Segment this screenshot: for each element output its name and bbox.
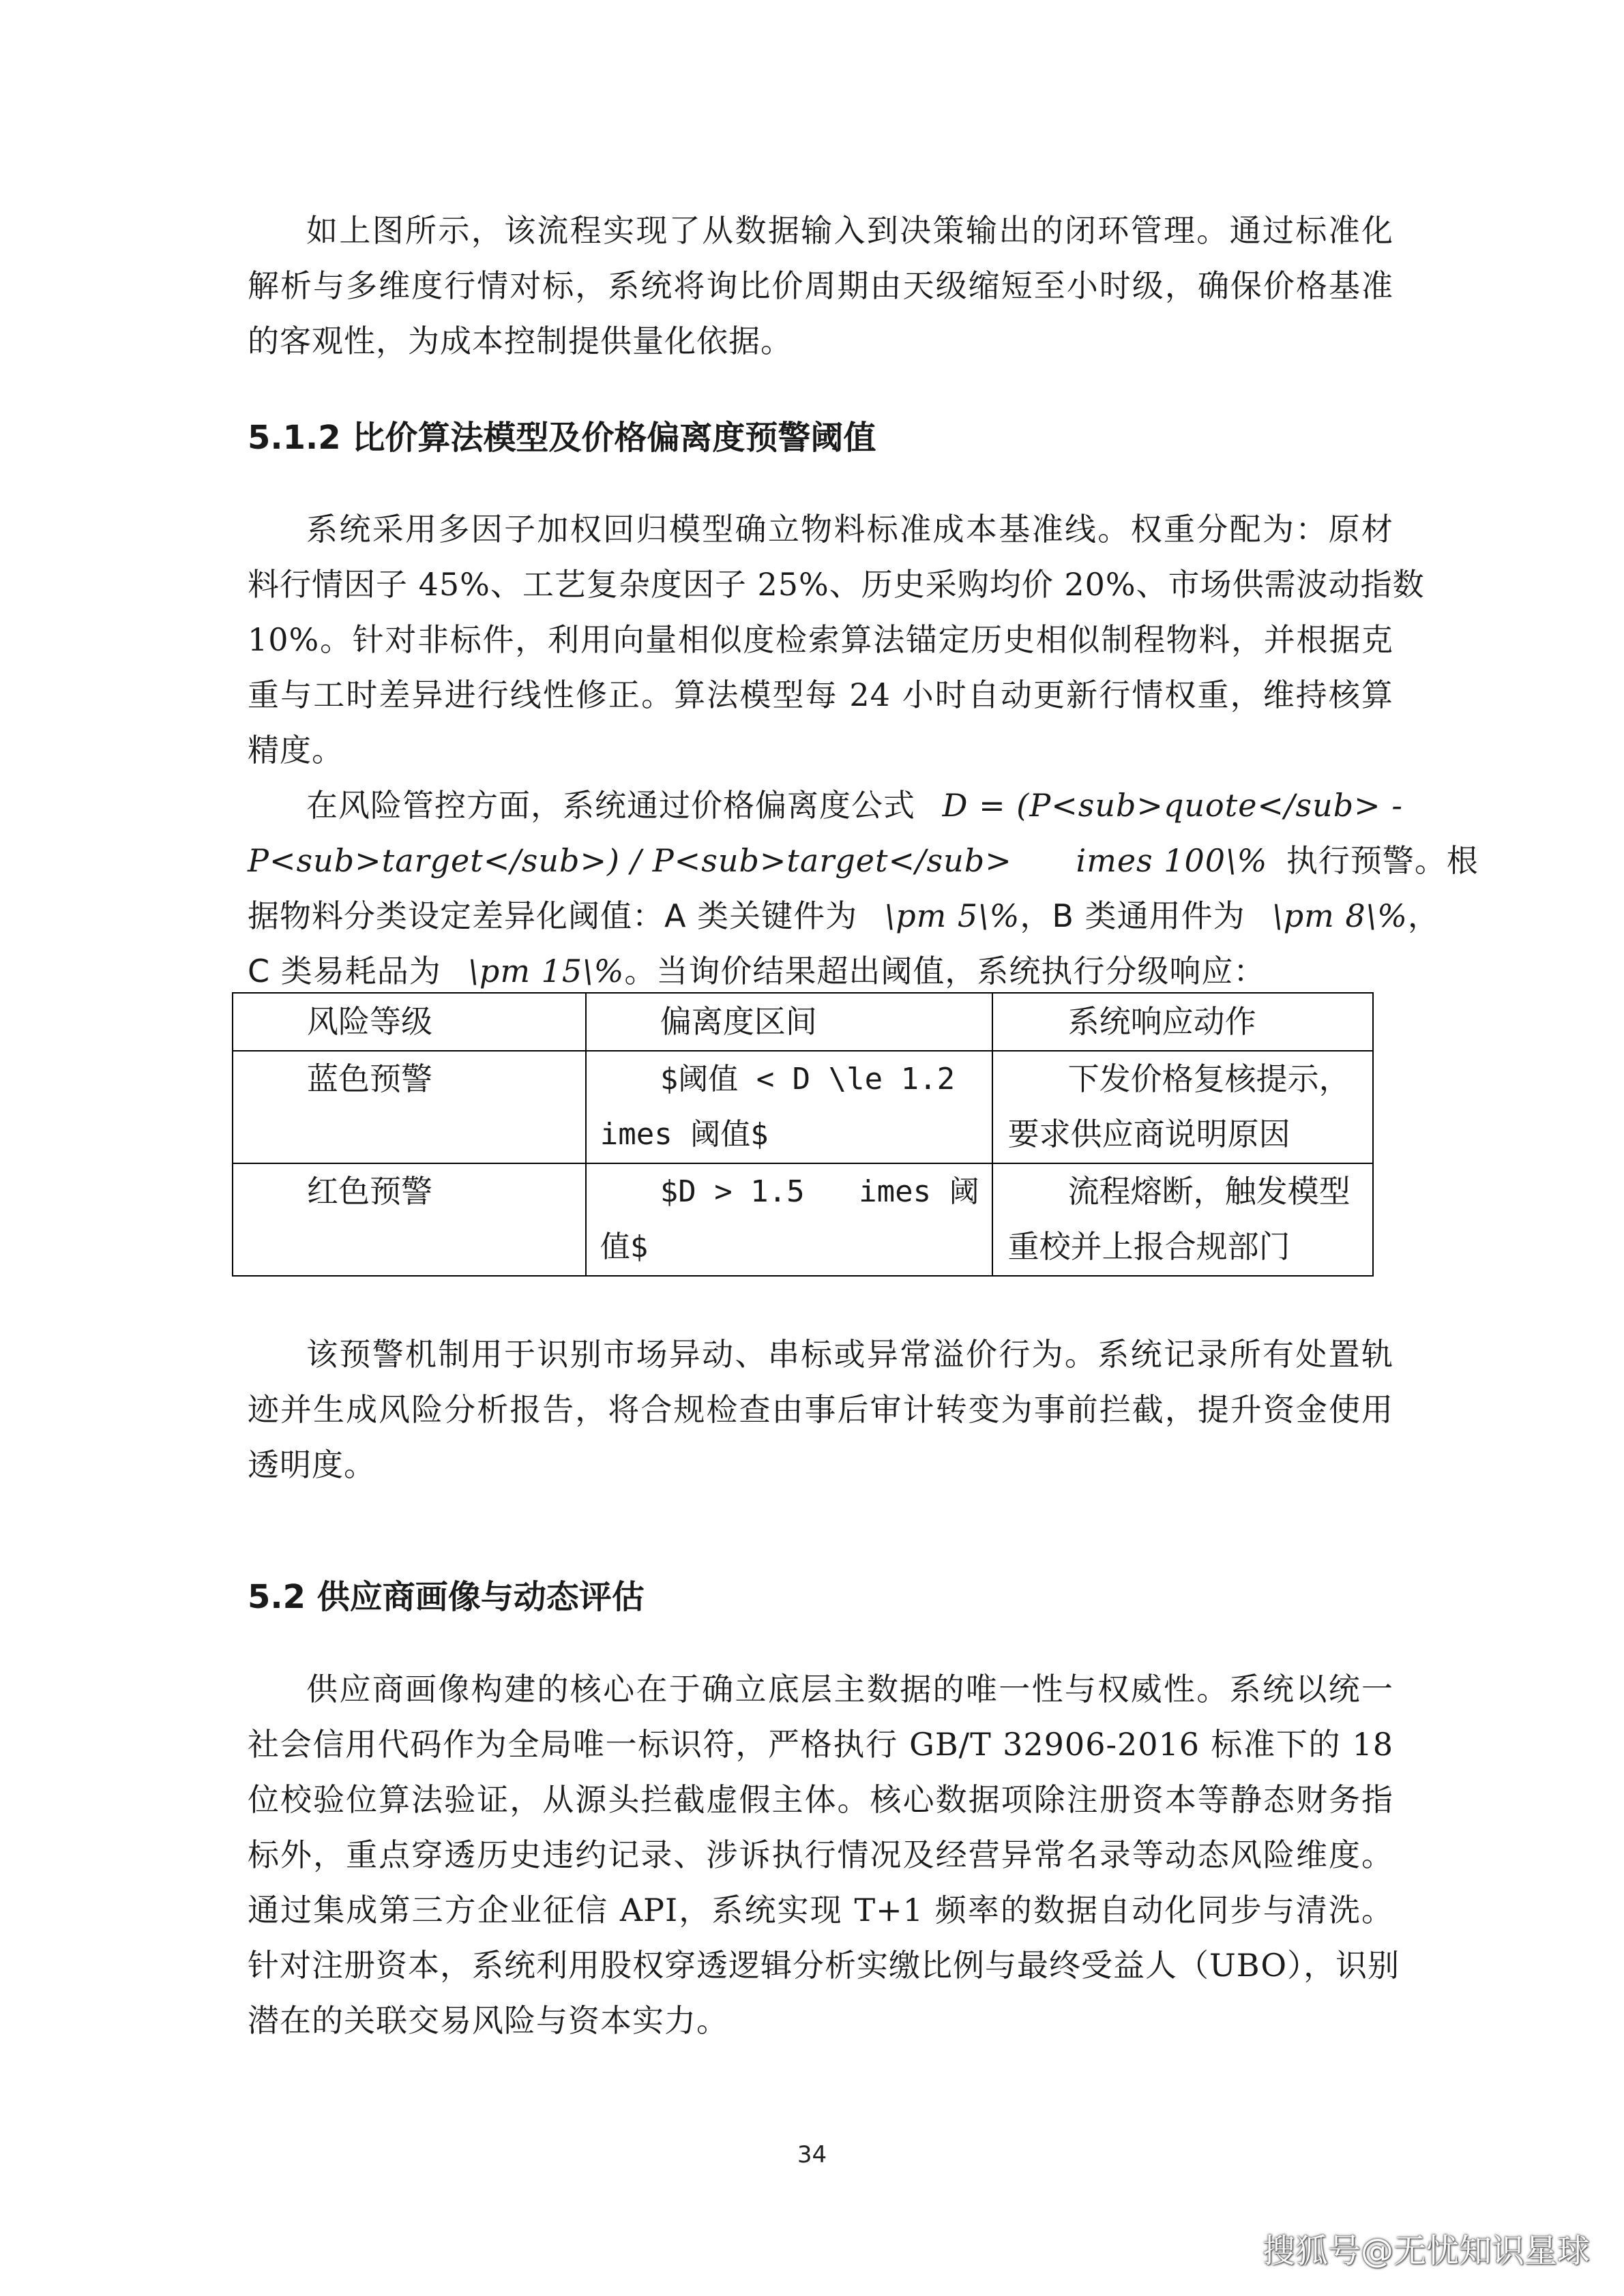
risk-control-paragraph <box>248 778 1479 999</box>
supplier-line-5: 通过集成第三方企业征信 API，系统实现 T+1 频率的数据自动化同步与清洗。 <box>248 1892 1393 1928</box>
supplier-line-4: 标外，重点穿透历史违约记录、涉诉执行情况及经营异常名录等动态风险维度。 <box>248 1836 1393 1873</box>
supplier-line-6: 针对注册资本，系统利用股权穿透逻辑分析实缴比例与最终受益人（UBO），识别 <box>248 1947 1400 1984</box>
header-deviation-range: 偏离度区间 <box>586 993 992 1051</box>
header-system-action: 系统响应动作 <box>992 993 1373 1051</box>
class-a-threshold: \pm 5\% <box>884 897 1020 934</box>
supplier-line-7: 潜在的关联交易风险与资本实力。 <box>248 2002 728 2039</box>
supplier-line-3: 位校验位算法验证，从源头拦截虚假主体。核心数据项除注册资本等静态财务指 <box>248 1781 1393 1818</box>
intro-paragraph <box>248 203 1393 369</box>
row-blue-level: 蓝色预警 <box>233 1051 586 1163</box>
risk-level-table <box>232 992 1374 1277</box>
section-heading-5-1-2: 5.1.2 比价算法模型及价格偏离度预警阈值 <box>248 419 876 457</box>
threshold-intro: 据物料分类设定差异化阈值： <box>248 897 664 934</box>
section-heading-5-2: 5.2 供应商画像与动态评估 <box>248 1578 645 1616</box>
supplier-line-1: 供应商画像构建的核心在于确立底层主数据的唯一性与权威性。系统以统一 <box>306 1671 1393 1708</box>
risk-line-1-text: 在风险管控方面，系统通过价格偏离度公式 <box>306 787 915 824</box>
intro-line-2: 解析与多维度行情对标，系统将询比价周期由天级缩短至小时级，确保价格基准 <box>248 267 1393 304</box>
algorithm-line-5: 精度。 <box>248 732 344 769</box>
table-row <box>233 1163 1373 1276</box>
warning-mechanism-paragraph <box>248 1327 1393 1493</box>
algorithm-paragraph <box>248 502 1425 778</box>
comma-1: ， <box>1020 897 1052 934</box>
class-c-label: C 类易耗品为 <box>248 953 441 989</box>
deviation-formula-part-1: D = (P<sub>quote</sub> - <box>942 787 1403 824</box>
page-number: 34 <box>797 2141 827 2168</box>
row-blue-action-line-2: 要求供应商说明原因 <box>1007 1116 1290 1152</box>
algorithm-line-2: 料行情因子 45%、工艺复杂度因子 25%、历史采购均价 20%、市场供需波动指数 <box>248 566 1425 603</box>
risk-line-4-text: 。当询价结果超出阈值，系统执行分级响应： <box>624 953 1266 989</box>
supplier-profile-paragraph <box>248 1662 1400 2048</box>
class-c-threshold: \pm 15\% <box>468 953 625 989</box>
row-red-range-line-1: $D > 1.5 imes 阈 <box>660 1174 979 1209</box>
warning-line-1: 该预警机制用于识别市场异动、串标或异常溢价行为。系统记录所有处置轨 <box>306 1336 1393 1373</box>
row-red-range <box>586 1163 992 1276</box>
class-b-threshold: \pm 8\% <box>1272 897 1408 934</box>
warning-line-2: 迹并生成风险分析报告，将合规检查由事后审计转变为事前拦截，提升资金使用 <box>248 1391 1393 1428</box>
row-blue-range-line-2: imes 阈值$ <box>600 1117 769 1152</box>
row-red-action-line-2: 重校并上报合规部门 <box>1007 1228 1290 1265</box>
row-blue-action-line-1: 下发价格复核提示， <box>1067 1060 1350 1097</box>
row-red-action-line-1: 流程熔断，触发模型 <box>1067 1173 1350 1210</box>
header-risk-level: 风险等级 <box>233 993 586 1051</box>
table-row <box>233 1051 1373 1163</box>
risk-line-3 <box>248 889 1440 944</box>
risk-line-4 <box>248 944 1393 999</box>
table-header-row <box>233 993 1373 1051</box>
algorithm-line-1: 系统采用多因子加权回归模型确立物料标准成本基准线。权重分配为：原材 <box>306 511 1393 548</box>
algorithm-line-3: 10%。针对非标件，利用向量相似度检索算法锚定历史相似制程物料，并根据克 <box>248 621 1393 658</box>
warning-line-3: 透明度。 <box>248 1446 376 1483</box>
deviation-formula-part-2: P<sub>target</sub>) / P<sub>target</sub> imes 100\% <box>248 842 1268 879</box>
class-b-label: B 类通用件为 <box>1052 897 1245 934</box>
supplier-line-2: 社会信用代码作为全局唯一标识符，严格执行 GB/T 32906-2016 标准下的 18 <box>248 1726 1393 1763</box>
row-red-level: 红色预警 <box>233 1163 586 1276</box>
risk-line-1 <box>248 778 1403 833</box>
risk-line-2 <box>248 833 1479 889</box>
row-blue-range <box>586 1051 992 1163</box>
intro-line-1: 如上图所示，该流程实现了从数据输入到决策输出的闭环管理。通过标准化 <box>306 212 1393 249</box>
intro-line-3: 的客观性，为成本控制提供量化依据。 <box>248 323 793 359</box>
row-red-range-line-2: 值$ <box>600 1229 649 1264</box>
risk-line-2-text: 执行预警。根 <box>1286 842 1479 879</box>
comma-2: ， <box>1407 897 1440 934</box>
class-a-label: A 类关键件为 <box>664 897 858 934</box>
algorithm-line-4: 重与工时差异进行线性修正。算法模型每 24 小时自动更新行情权重，维持核算 <box>248 676 1393 713</box>
row-red-action <box>992 1163 1373 1276</box>
row-blue-action <box>992 1051 1373 1163</box>
watermark: 搜狐号@无忧知识星球 <box>1262 2232 1590 2270</box>
row-blue-range-line-1: $阈值 < D \le 1.2 <box>660 1062 956 1097</box>
